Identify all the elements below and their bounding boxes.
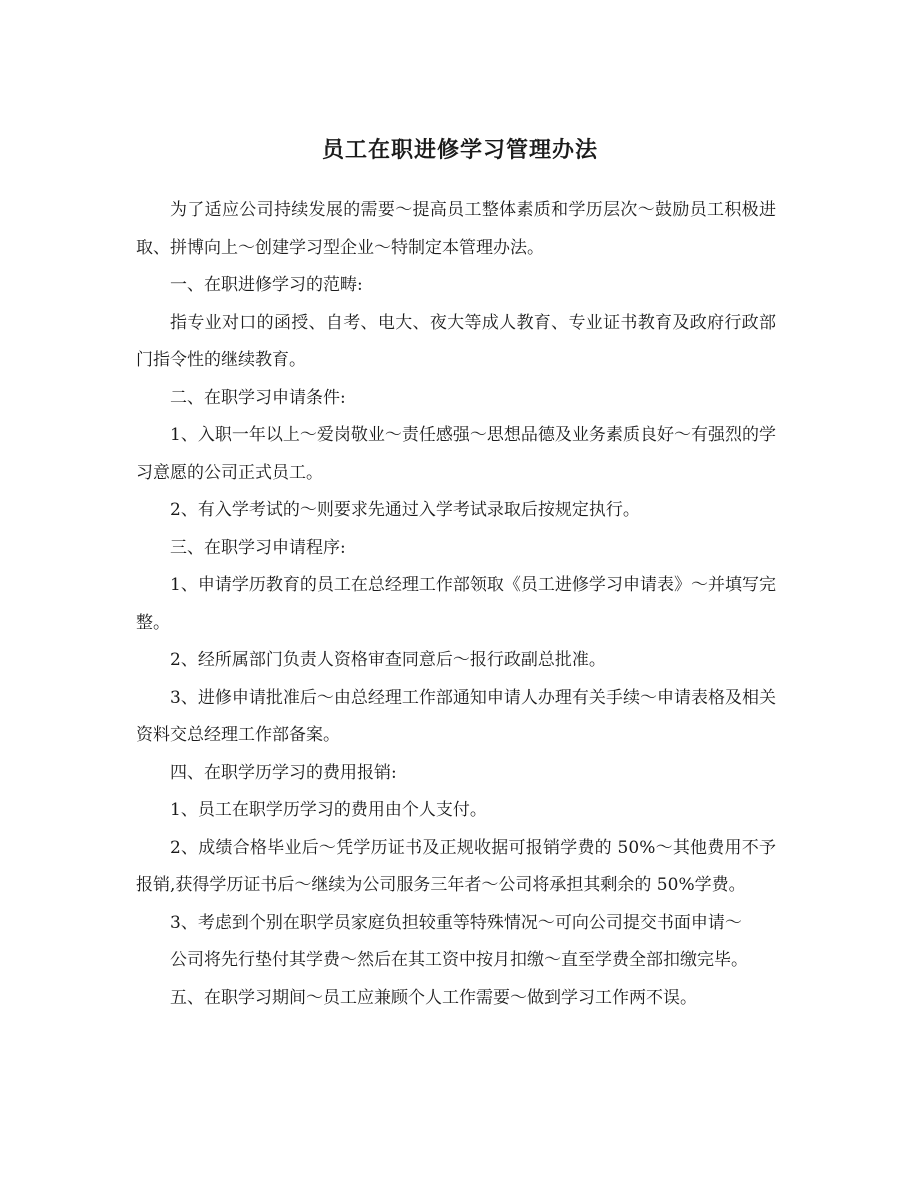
paragraph-procedure-1: 1、申请学历教育的员工在总经理工作部领取《员工进修学习申请表》～并填写完整。 (136, 575, 776, 633)
paragraph-procedure-3: 3、进修申请批准后～由总经理工作部通知申请人办理有关手续～申请表格及相关资料交总经理工作部备案。 (136, 687, 776, 745)
section-heading-procedure: 三、在职学习申请程序: (170, 537, 346, 558)
paragraph-scope: 指专业对口的函授、自考、电大、夜大等成人教育、专业证书教育及政府行政部门指令性的继续教育。 (136, 312, 776, 370)
paragraph-reimbursement-1: 1、员工在职学历学习的费用由个人支付。 (170, 800, 487, 820)
paragraph-intro: 为了适应公司持续发展的需要～提高员工整体素质和学历层次～鼓励员工积极进取、拼博向上～创建学习型企业～特制定本管理办法。 (136, 200, 776, 258)
section-heading-study-period: 五、在职学习期间～员工应兼顾个人工作需要～做到学习工作两不误。 (170, 987, 697, 1008)
paragraph-condition-1: 1、入职一年以上～爱岗敬业～责任感强～思想品德及业务素质良好～有强烈的学习意愿的公司正式员工。 (136, 425, 776, 483)
document-body (136, 192, 776, 1017)
section-heading-conditions: 二、在职学习申请条件: (170, 387, 346, 408)
paragraph-reimbursement-3-continued: 公司将先行垫付其学费～然后在其工资中按月扣缴～直至学费全部扣缴完毕。 (170, 950, 748, 970)
paragraph-reimbursement-3: 3、考虑到个别在职学员家庭负担较重等特殊情况～可向公司提交书面申请～ (170, 912, 742, 933)
section-heading-scope: 一、在职进修学习的范畴: (170, 275, 363, 295)
paragraph-procedure-2: 2、经所属部门负责人资格审查同意后～报行政副总批准。 (170, 650, 606, 670)
paragraph-reimbursement-2: 2、成绩合格毕业后～凭学历证书及正规收据可报销学费的 50%～其他费用不予报销,获得学历证书后～继续为公司服务三年者～公司将承担其剩余的 50%学费。 (136, 837, 776, 895)
document-title: 员工在职进修学习管理办法 (321, 137, 598, 163)
paragraph-condition-2: 2、有入学考试的～则要求先通过入学考试录取后按规定执行。 (170, 500, 640, 520)
section-heading-reimbursement: 四、在职学历学习的费用报销: (170, 762, 397, 783)
